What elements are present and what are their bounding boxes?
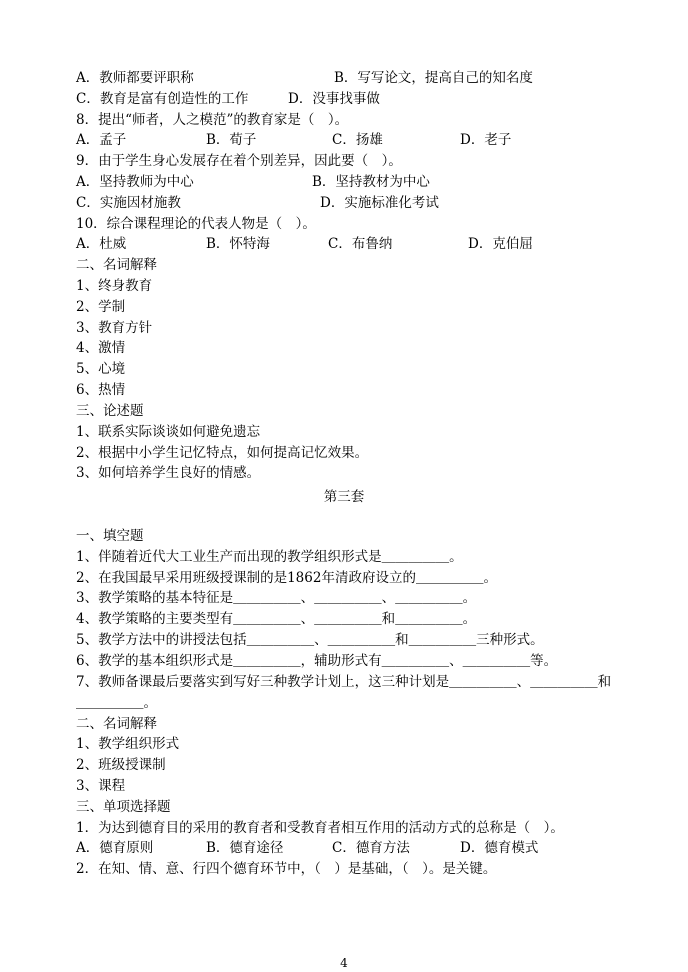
answer-option: D．实施标准化考试	[320, 195, 439, 211]
text-line: 4、教学策略的主要类型有＿＿＿＿＿、＿＿＿＿＿和＿＿＿＿＿。	[76, 611, 477, 627]
answer-option: B．德育途径	[206, 840, 284, 856]
text-line: 6、教学的基本组织形式是＿＿＿＿＿，辅助形式有＿＿＿＿＿、＿＿＿＿＿等。	[76, 653, 558, 669]
option-row	[76, 172, 612, 192]
answer-option: A．孟子	[76, 132, 127, 148]
answer-option: A．德育原则	[76, 840, 154, 856]
answer-option: C．布鲁纳	[328, 236, 393, 252]
option-row	[76, 130, 612, 150]
text-line: 2、学制	[76, 299, 126, 315]
text-line: 2、在我国最早采用班级授课制的是1862年清政府设立的＿＿＿＿＿。	[76, 570, 497, 586]
option-row	[76, 193, 612, 213]
answer-option: B．怀特海	[206, 236, 270, 252]
answer-option: D．克伯屈	[468, 236, 533, 252]
text-line: 2．在知、情、意、行四个德育环节中，（ ）是基础，（ ）。是关键。	[76, 861, 497, 877]
text-line: 3、教学策略的基本特征是＿＿＿＿＿、＿＿＿＿＿、＿＿＿＿＿。	[76, 590, 477, 606]
answer-option: C．德育方法	[332, 840, 410, 856]
page-number: 4	[340, 956, 348, 970]
text-line: 1．为达到德育目的采用的教育者和受教育者相互作用的活动方式的总称是（ ）。	[76, 820, 564, 836]
answer-option: C．实施因材施教	[76, 195, 181, 211]
text-line: 5、心境	[76, 361, 126, 377]
text-line: 1、终身教育	[76, 278, 153, 294]
answer-option: D．德育模式	[460, 840, 539, 856]
option-row	[76, 838, 612, 858]
option-row	[76, 89, 612, 109]
text-line: 1、教学组织形式	[76, 736, 180, 752]
answer-option: D．没事找事做	[288, 91, 380, 107]
text-line: 3、教育方针	[76, 320, 153, 336]
answer-option: A．坚持教师为中心	[76, 174, 194, 190]
text-line: 三、论述题	[76, 403, 144, 419]
text-line: 6、热情	[76, 382, 126, 398]
text-line: 2、班级授课制	[76, 757, 166, 773]
option-row	[76, 68, 612, 88]
answer-option: A．杜威	[76, 236, 127, 252]
text-line: 三、单项选择题	[76, 799, 171, 815]
text-line: 1、联系实际谈谈如何避免遗忘	[76, 424, 261, 440]
text-line: 二、名词解释	[76, 257, 157, 273]
answer-option: B．荀子	[206, 132, 257, 148]
answer-option: A．教师都要评职称	[76, 70, 194, 86]
option-row	[76, 234, 612, 254]
answer-option: B．写写论文，提高自己的知名度	[334, 70, 533, 86]
text-line: 二、名词解释	[76, 716, 157, 732]
answer-option: C．扬雄	[332, 132, 383, 148]
text-line: 10．综合课程理论的代表人物是（ ）。	[76, 216, 316, 232]
text-line: 4、激情	[76, 340, 126, 356]
section-title: 第三套	[323, 489, 365, 505]
text-line: 9．由于学生身心发展存在着个别差异，因此要（ ）。	[76, 153, 402, 169]
text-line: 7、教师备课最后要落实到写好三种教学计划上，这三种计划是＿＿＿＿＿、＿＿＿＿＿和	[76, 674, 612, 690]
text-line: 3、如何培养学生良好的情感。	[76, 465, 261, 481]
answer-option: C．教育是富有创造性的工作	[76, 91, 249, 107]
answer-option: D．老子	[460, 132, 512, 148]
text-line: 1、伴随着近代大工业生产而出现的教学组织形式是＿＿＿＿＿。	[76, 549, 463, 565]
answer-option: B．坚持教材为中心	[312, 174, 430, 190]
text-line: 2、根据中小学生记忆特点，如何提高记忆效果。	[76, 445, 369, 461]
text-line: 一、填空题	[76, 528, 144, 544]
text-line: 3、课程	[76, 778, 126, 794]
text-line: ＿＿＿＿＿。	[76, 695, 157, 711]
text-line: 8．提出“师者，人之模范”的教育家是（ ）。	[76, 112, 349, 128]
text-line: 5、教学方法中的讲授法包括＿＿＿＿＿、＿＿＿＿＿和＿＿＿＿＿三种形式。	[76, 632, 544, 648]
